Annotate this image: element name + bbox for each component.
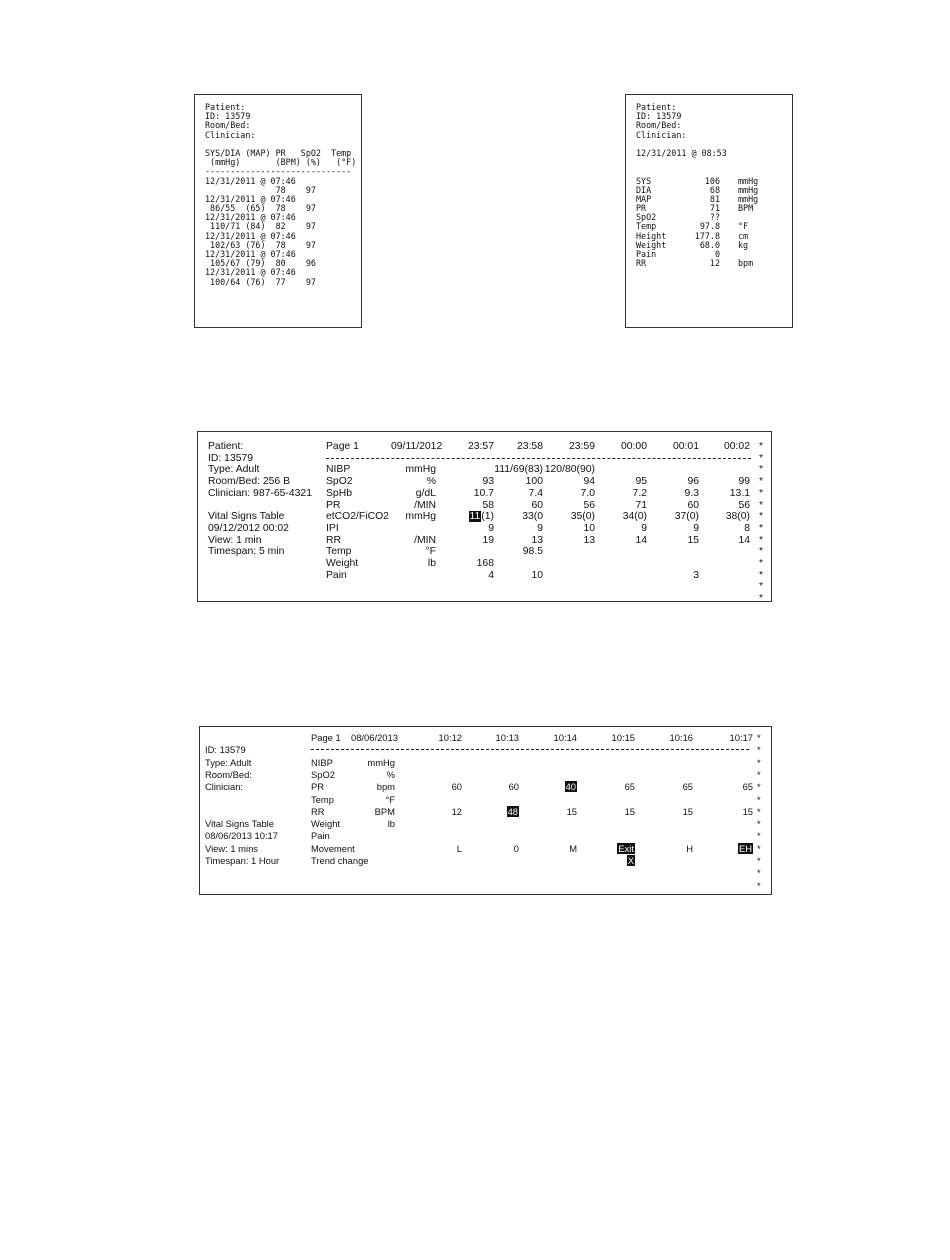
param-unit: mmHg — [405, 464, 436, 476]
param-name: IPI — [326, 522, 339, 534]
row-marker: * — [757, 781, 761, 793]
table-cell: M — [569, 842, 577, 854]
row-marker: * — [759, 476, 764, 488]
vital-name: Weight — [636, 239, 667, 250]
table-cell: 9.3 — [684, 487, 699, 499]
row-marker: * — [759, 441, 764, 452]
vital-value: 68.0 — [699, 239, 720, 250]
info-line: Type: Adult — [205, 756, 252, 768]
time-column-header: 10:12 — [438, 732, 462, 743]
snapshot-timestamp: 12/31/2011 @ 08:53 — [636, 147, 727, 158]
table-cell: 56 — [738, 499, 750, 511]
table-cell: 98.5 — [522, 546, 543, 558]
param-unit: lb — [387, 818, 395, 830]
row-marker: * — [759, 499, 764, 511]
value-suffix: (1) — [481, 511, 494, 523]
patient-label: Patient: — [636, 102, 677, 112]
table-cell: 94 — [583, 476, 595, 488]
vital-name: SYS — [636, 175, 652, 186]
table-cell: 60 — [451, 781, 462, 793]
table-cell: 95 — [635, 476, 647, 488]
row-marker: * — [757, 818, 761, 830]
table-cell: L — [456, 842, 462, 854]
param-name: Movement — [311, 842, 355, 854]
row-marker: * — [757, 756, 761, 768]
highlighted-value: Exit — [618, 842, 634, 854]
record-values: 110/71 (84) 82 97 — [205, 221, 316, 232]
table-cell: 9 — [693, 522, 699, 534]
param-name: Pain — [326, 569, 347, 581]
row-marker: * — [759, 487, 764, 499]
row-marker: * — [757, 744, 761, 756]
param-name: SpHb — [326, 487, 352, 499]
table-cell: 14 — [635, 534, 647, 546]
param-name: PR — [311, 781, 325, 793]
table-cell: 60 — [531, 499, 543, 511]
param-unit: /MIN — [414, 499, 436, 511]
table-cell: 10 — [583, 522, 595, 534]
table-cell: 65 — [624, 781, 635, 793]
row-marker: * — [757, 732, 761, 743]
param-unit: % — [426, 476, 436, 488]
table-cell: 12 — [451, 805, 462, 817]
table-cell: 38(0) — [725, 511, 750, 523]
vital-name: Temp — [636, 221, 657, 232]
table-cell: 15 — [682, 805, 693, 817]
vital-name: Pain — [636, 249, 657, 259]
row-marker: * — [759, 464, 764, 476]
time-column-header: 00:01 — [672, 441, 699, 452]
info-line: ID: 13579 — [208, 452, 254, 464]
time-column-header: 10:15 — [611, 732, 635, 743]
table-cell: 120/80(90) — [544, 464, 595, 476]
info-line: 09/12/2012 00:02 — [208, 522, 289, 534]
vital-unit: mmHg — [738, 193, 759, 204]
clinician-label: Clinician: — [205, 129, 256, 140]
record-time: 12/31/2011 @ 07:46 — [205, 175, 296, 186]
vital-name: MAP — [636, 193, 652, 204]
table-cell: 10.7 — [473, 487, 494, 499]
param-unit: bpm — [376, 781, 395, 793]
time-column-header: 23:57 — [467, 441, 494, 452]
highlighted-value: 48 — [507, 805, 518, 817]
vital-signs-table-2013 — [199, 726, 772, 895]
trend-printout-list — [194, 94, 362, 328]
highlighted-value: 40 — [565, 781, 576, 793]
row-marker: * — [759, 534, 764, 546]
patient-id: ID: 13579 — [205, 111, 251, 122]
highlighted-value: EH — [738, 842, 752, 854]
table-cell: 9 — [488, 522, 494, 534]
param-name: Temp — [311, 793, 334, 805]
page-label: Page 1 — [311, 732, 341, 743]
row-marker: * — [757, 879, 761, 891]
time-column-header: 10:16 — [669, 732, 693, 743]
row-marker: * — [757, 867, 761, 879]
info-line: Timespan: 1 Hour — [205, 855, 280, 866]
record-time: 12/31/2011 @ 07:46 — [205, 267, 296, 278]
table-cell — [683, 843, 753, 854]
page-label: Page 1 — [326, 441, 359, 452]
row-marker: * — [757, 805, 761, 817]
row-marker: * — [757, 855, 761, 866]
time-column-header: 00:02 — [723, 441, 750, 452]
table-cell: 99 — [738, 476, 750, 488]
param-name: PR — [326, 499, 341, 511]
param-name: NIBP — [311, 756, 333, 768]
vital-value: 177.8 — [694, 230, 720, 241]
row-marker: * — [759, 581, 764, 593]
vital-unit: BPM — [738, 203, 754, 214]
table-cell: 9 — [641, 522, 647, 534]
header-divider — [326, 458, 751, 459]
highlighted-value: X — [627, 855, 634, 866]
vital-value: 106 — [704, 175, 720, 186]
row-marker: * — [759, 569, 764, 581]
table-cell: 14 — [738, 534, 750, 546]
report-date: 09/11/2012 — [391, 441, 443, 452]
clinician-label: Clinician: — [636, 129, 687, 140]
table-cell: 13.1 — [729, 487, 750, 499]
vital-name: PR — [636, 203, 647, 214]
record-values: 100/64 (76) 77 97 — [205, 276, 316, 287]
record-values: 86/55 (65) 78 97 — [205, 203, 316, 214]
info-line: Room/Bed: — [205, 768, 252, 780]
param-unit: lb — [427, 558, 436, 569]
trend-printout-content — [205, 103, 356, 287]
row-marker: * — [759, 511, 764, 523]
info-line: Clinician: 987-65-4321 — [208, 487, 312, 499]
param-unit: BPM — [374, 805, 395, 817]
vital-signs-table-2012 — [197, 431, 772, 605]
vital-unit: mmHg — [738, 184, 759, 195]
vital-name: RR — [636, 258, 647, 269]
table-cell: 93 — [482, 476, 494, 488]
vital-unit: cm — [738, 230, 749, 241]
row-marker: * — [759, 522, 764, 534]
vital-value: 68 — [709, 184, 720, 195]
param-unit: mmHg — [367, 756, 395, 768]
table-cell: 56 — [583, 499, 595, 511]
table-cell: 37(0) — [674, 511, 699, 523]
row-marker: * — [757, 793, 761, 805]
report-date: 08/06/2013 — [351, 732, 398, 743]
record-time: 12/31/2011 @ 07:46 — [205, 193, 296, 204]
table-cell: 65 — [682, 781, 693, 793]
table-cell: 0 — [513, 842, 519, 854]
time-column-header: 10:13 — [495, 732, 519, 743]
header-divider: ----------------------------- — [205, 166, 352, 177]
info-line: 08/06/2013 10:17 — [205, 830, 278, 842]
param-name: NIBP — [326, 464, 351, 476]
vital-unit: mmHg — [738, 175, 759, 186]
table-cell: 60 — [508, 781, 519, 793]
time-column-header: 23:58 — [516, 441, 543, 452]
param-unit: °F — [385, 793, 395, 805]
table-cell: 35(0) — [570, 511, 595, 523]
info-line: Clinician: — [205, 781, 244, 793]
table-cell: 60 — [687, 499, 699, 511]
header-divider — [311, 749, 749, 750]
table-cell: 15 — [624, 805, 635, 817]
param-name: SpO2 — [311, 768, 335, 780]
table-cell: 7.0 — [580, 487, 595, 499]
vital-value: ?? — [709, 212, 720, 223]
room-bed-label: Room/Bed: — [205, 120, 251, 131]
info-line: Type: Adult — [208, 464, 260, 476]
record-time: 12/31/2011 @ 07:46 — [205, 230, 296, 241]
row-marker: * — [759, 558, 764, 569]
table-cell: 65 — [742, 781, 753, 793]
time-column-header: 00:00 — [620, 441, 647, 452]
param-name: RR — [311, 805, 325, 817]
vital-unit: bpm — [738, 258, 754, 269]
param-name: Weight — [311, 818, 341, 830]
param-name: Weight — [326, 558, 359, 569]
param-unit: /MIN — [414, 534, 436, 546]
param-unit: mmHg — [405, 511, 436, 523]
param-name: Pain — [311, 830, 330, 842]
param-name: etCO2/FiCO2 — [326, 511, 389, 523]
table-cell: 96 — [687, 476, 699, 488]
row-marker: * — [757, 830, 761, 842]
info-line: Patient: — [208, 441, 244, 452]
column-header-1: SYS/DIA (MAP) PR SpO2 Temp — [205, 147, 352, 158]
info-line: Timespan: 5 min — [208, 546, 285, 558]
vital-unit: kg — [738, 239, 749, 250]
table-cell: 100 — [525, 476, 543, 488]
info-line: Vital Signs Table — [205, 818, 274, 830]
row-marker: * — [757, 768, 761, 780]
vital-row — [636, 259, 786, 268]
info-line: View: 1 min — [208, 534, 262, 546]
vital-unit: °F — [738, 221, 749, 232]
vital-value: 71 — [709, 203, 720, 214]
record-time: 12/31/2011 @ 07:46 — [205, 212, 296, 223]
time-column-header: 10:14 — [553, 732, 577, 743]
info-line: Room/Bed: 256 B — [208, 476, 291, 488]
row-marker: * — [757, 842, 761, 854]
vital-name: SpO2 — [636, 212, 657, 223]
patient-label: Patient: — [205, 102, 246, 112]
record-time: 12/31/2011 @ 07:46 — [205, 249, 296, 259]
highlighted-value: 11 — [469, 511, 481, 523]
info-line: ID: 13579 — [205, 744, 246, 756]
record-values: 105/67 (79) 80 96 — [205, 258, 316, 269]
table-cell: 15 — [566, 805, 577, 817]
param-unit: °F — [425, 546, 436, 558]
param-name: RR — [326, 534, 342, 546]
row-marker: * — [759, 452, 764, 464]
param-name: Temp — [326, 546, 352, 558]
vital-value: 97.8 — [699, 221, 720, 232]
table-cell: 13 — [583, 534, 595, 546]
table-cell: 7.2 — [632, 487, 647, 499]
time-column-header: 10:17 — [729, 732, 753, 743]
table-cell: 111/69(83) — [494, 464, 543, 476]
table-cell: 13 — [531, 534, 543, 546]
table-cell: 19 — [482, 534, 494, 546]
table-cell: 3 — [693, 569, 699, 581]
vital-value: 81 — [709, 193, 720, 204]
room-bed-label: Room/Bed: — [636, 120, 682, 131]
table-cell: 8 — [744, 522, 750, 534]
time-column-header: 23:59 — [568, 441, 595, 452]
vital-name: Height — [636, 230, 667, 241]
patient-id: ID: 13579 — [636, 111, 682, 122]
param-unit: g/dL — [415, 487, 436, 499]
snapshot-printout — [625, 94, 793, 328]
record-values: 102/63 (76) 78 97 — [205, 239, 316, 250]
table-cell: 15 — [742, 805, 753, 817]
table-cell: H — [686, 842, 693, 854]
info-line: Vital Signs Table — [208, 511, 285, 523]
param-name: SpO2 — [326, 476, 353, 488]
table-cell: 7.4 — [528, 487, 543, 499]
table-cell: 9 — [537, 522, 543, 534]
param-unit: % — [386, 768, 395, 780]
vitals-list — [636, 177, 786, 269]
snapshot-content — [636, 103, 786, 268]
record-values: 78 97 — [205, 184, 316, 195]
param-name: Trend change — [311, 855, 369, 866]
table-cell: 15 — [687, 534, 699, 546]
column-header-2: (mmHg) (BPM) (%) (°F) — [205, 157, 357, 168]
table-cell: 168 — [476, 558, 494, 569]
table-cell: 34(0) — [622, 511, 647, 523]
table-cell — [565, 855, 635, 866]
row-marker: * — [759, 593, 764, 605]
table-cell: 10 — [531, 569, 543, 581]
row-marker: * — [759, 546, 764, 558]
table-cell: 33(0 — [522, 511, 543, 523]
table-cell: 4 — [488, 569, 494, 581]
vital-value: 12 — [709, 258, 720, 269]
vital-name: DIA — [636, 184, 652, 195]
vital-row — [636, 241, 786, 250]
vital-value: 0 — [714, 249, 720, 259]
table-cell: 71 — [635, 499, 647, 511]
info-line: View: 1 mins — [205, 842, 258, 854]
table-cell: 58 — [482, 499, 494, 511]
